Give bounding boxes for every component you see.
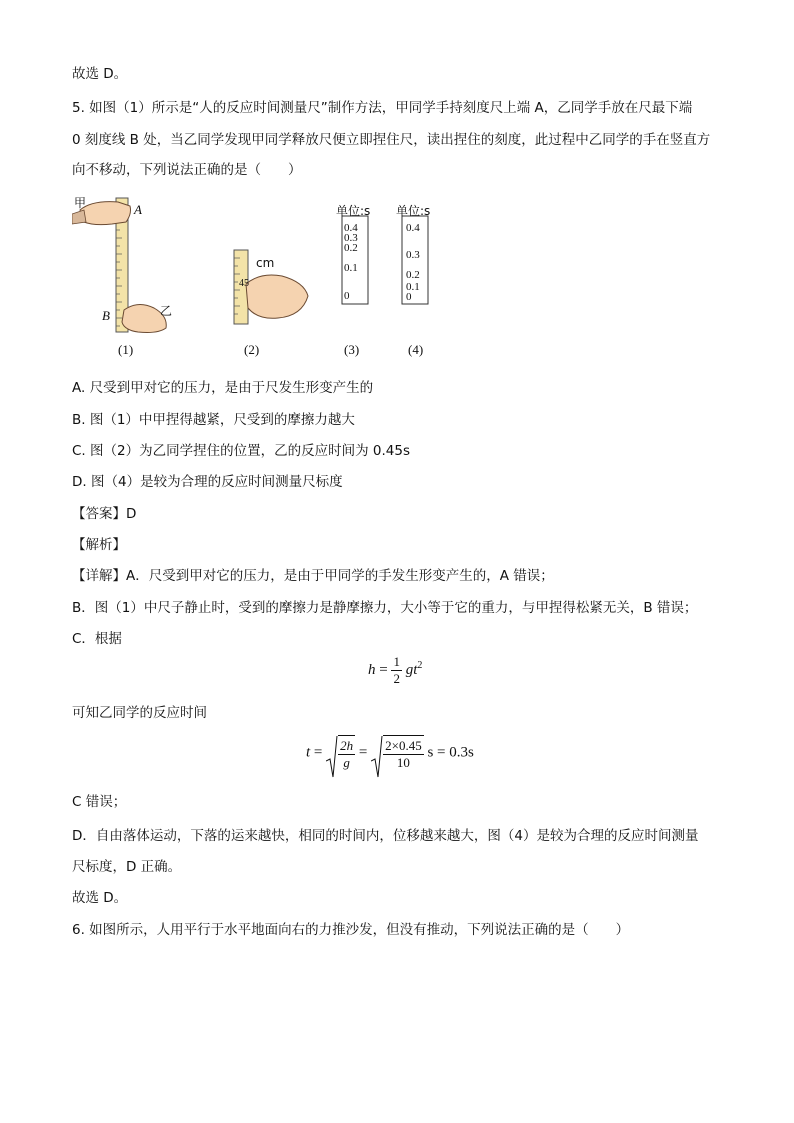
formula-symbol: 2: [417, 659, 423, 671]
tick-label: 0.2: [406, 269, 420, 281]
formula-symbol: 10: [396, 755, 410, 770]
option-c: C. 图（2）为乙同学捏住的位置，乙的反应时间为 0.45s: [72, 443, 410, 459]
formula-symbol: 2h: [340, 738, 354, 753]
analysis-label: 【解析】: [72, 537, 126, 553]
caption-1: (1): [118, 342, 134, 357]
label-jia: 甲: [74, 196, 87, 210]
choose-text: 故选 D。: [72, 890, 128, 906]
tick-label: 0.2: [344, 242, 358, 254]
question-6: 6. 如图所示，人用平行于水平地面向右的力推沙发，但没有推动，下列说法正确的是（ ）: [72, 922, 630, 938]
question-5-line-1: 5. 如图（1）所示是“人的反应时间测量尺”制作方法，甲同学手持刻度尺上端 A，乙同学手放在尺最下端: [72, 100, 693, 116]
tick-label: 0.4: [344, 222, 358, 234]
unit-label-3: 单位:s: [336, 204, 371, 218]
formula-symbol: gt: [405, 661, 418, 678]
label-45: 45: [239, 278, 249, 289]
detail-d-line-1: D．自由落体运动，下落的运来越快，相同的时间内，位移越来越大，图（4）是较为合理的反应时间测量: [72, 828, 699, 844]
formula-symbol: 1: [393, 654, 400, 669]
option-a: A. 尺受到甲对它的压力，是由于尺发生形变产生的: [72, 380, 374, 396]
tick-label: 0.3: [406, 249, 420, 261]
ruler-figure-drawing: [72, 192, 452, 362]
detail-a: 【详解】A．尺受到甲对它的压力，是由于甲同学的手发生形变产生的，A 错误；: [72, 568, 554, 584]
detail-d-line-2: 尺标度，D 正确。: [72, 859, 182, 875]
detail-c: C．根据: [72, 631, 122, 647]
tick-label: 0.4: [406, 222, 420, 234]
label-yi: 乙: [160, 304, 173, 318]
formula-symbol: g: [343, 755, 350, 770]
formula-symbol: t: [306, 744, 311, 761]
answer-label: 【答案】D: [72, 506, 137, 522]
label-a: A: [134, 202, 142, 217]
formula-symbol: h: [368, 661, 376, 678]
formula-t: [306, 735, 474, 771]
formula-symbol: 2×0.45: [385, 738, 422, 753]
c-wrong: C 错误；: [72, 794, 127, 810]
tick-label: 0.3: [344, 232, 358, 244]
label-b: B: [102, 308, 110, 323]
formula-symbol: =: [358, 744, 368, 761]
option-b: B. 图（1）中甲捏得越紧，尺受到的摩擦力越大: [72, 412, 355, 428]
caption-3: (3): [344, 342, 360, 357]
caption-4: (4): [408, 342, 424, 357]
formula-symbol: =: [313, 744, 323, 761]
tick-label: 0: [406, 291, 412, 303]
tick-label: 0: [344, 290, 350, 302]
know-text: 可知乙同学的反应时间: [72, 705, 207, 721]
caption-2: (2): [244, 342, 260, 357]
text-line: 故选 D。: [72, 66, 128, 82]
formula-h: [368, 654, 422, 687]
tick-label: 0.1: [344, 262, 358, 274]
label-cm: cm: [256, 256, 275, 270]
formula-symbol: s = 0.3s: [427, 744, 474, 761]
question-5-line-2: 0 刻度线 B 处，当乙同学发现甲同学释放尺便立即捏住尺，读出捏住的刻度，此过程中乙同学的手在竖直方: [72, 132, 711, 148]
detail-b: B．图（1）中尺子静止时，受到的摩擦力是静摩擦力，大小等于它的重力，与甲捏得松紧无关，B 错误；: [72, 600, 698, 616]
formula-symbol: 2: [393, 671, 400, 686]
option-d: D. 图（4）是较为合理的反应时间测量尺标度: [72, 474, 343, 490]
unit-label-4: 单位:s: [396, 204, 431, 218]
ruler-figure: [72, 192, 452, 362]
formula-symbol: =: [379, 661, 388, 678]
question-5-line-3: 向不移动，下列说法正确的是（ ）: [72, 162, 302, 178]
tick-label: 0.1: [406, 281, 420, 293]
